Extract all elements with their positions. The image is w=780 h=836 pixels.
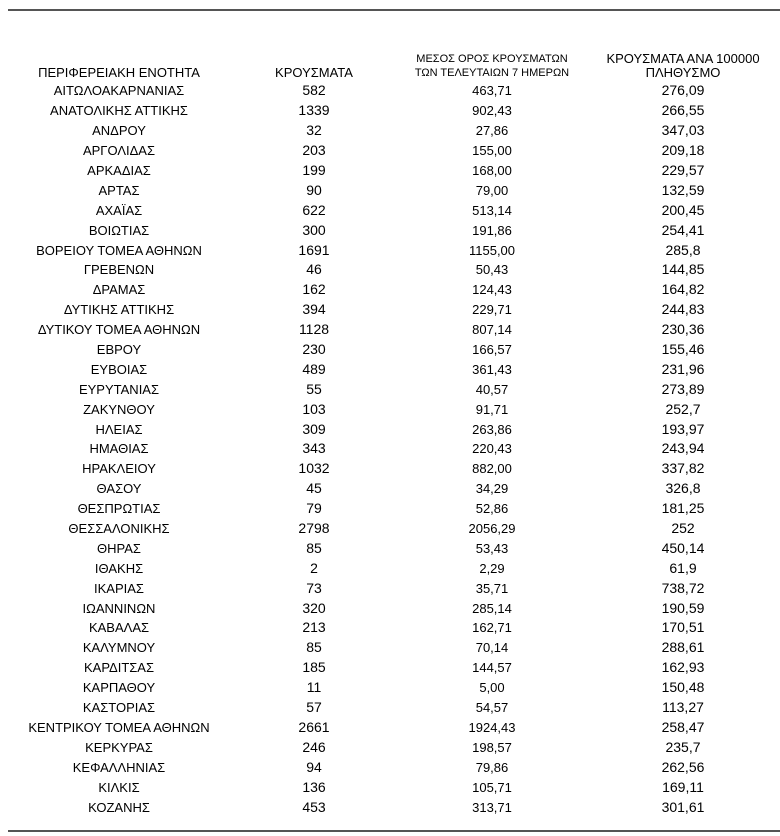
cases-cell: 73	[306, 579, 322, 596]
per100k-cell: 155,46	[661, 341, 705, 358]
cases-cell: 85	[306, 539, 322, 556]
region-cell: ΙΘΑΚΗΣ	[94, 560, 144, 576]
region-cell: ΚΙΛΚΙΣ	[98, 779, 140, 795]
per100k-cell: 244,83	[661, 301, 705, 318]
avg-cell: 124,43	[472, 282, 512, 298]
table-row	[8, 419, 780, 439]
per100k-cell: 113,27	[662, 699, 704, 716]
avg-cell: 1924,43	[468, 719, 516, 735]
cases-cell: 1032	[298, 460, 330, 477]
avg-cell: 313,71	[472, 799, 512, 815]
per100k-cell: 230,36	[661, 321, 705, 338]
cases-cell: 2	[310, 559, 318, 576]
avg-cell: 2,29	[479, 560, 505, 576]
region-cell: ΔΥΤΙΚΟΥ ΤΟΜΕΑ ΑΘΗΝΩΝ	[37, 322, 201, 338]
cases-cell: 230	[302, 341, 326, 358]
cases-cell: 2798	[298, 520, 330, 537]
avg-cell: 35,71	[475, 580, 509, 596]
avg-cell: 155,00	[472, 143, 512, 159]
per100k-cell: 301,61	[661, 798, 705, 815]
table-row	[8, 240, 780, 260]
per100k-cell: 169,11	[662, 778, 704, 795]
header-cases: ΚΡΟΥΣΜΑΤΑ	[275, 65, 353, 80]
per100k-cell: 200,45	[661, 201, 705, 218]
table-row	[8, 161, 780, 181]
cases-cell: 57	[306, 699, 322, 716]
per100k-cell: 164,82	[661, 281, 705, 298]
header-avg	[398, 40, 586, 81]
region-cell: ΗΡΑΚΛΕΙΟΥ	[82, 461, 156, 477]
table-row	[8, 141, 780, 161]
cases-cell: 309	[302, 420, 326, 437]
per100k-cell: 285,8	[665, 241, 701, 258]
avg-cell: 1155,00	[468, 242, 516, 258]
table-row	[8, 658, 780, 678]
cases-cell: 394	[302, 301, 326, 318]
table-row	[8, 81, 780, 101]
table-row	[8, 678, 780, 698]
per100k-cell: 61,9	[669, 559, 697, 576]
cases-cell: 185	[302, 659, 326, 676]
table-body	[8, 81, 780, 817]
table-row	[8, 359, 780, 379]
avg-cell: 79,86	[475, 759, 509, 775]
per100k-cell: 235,7	[665, 738, 701, 755]
table-row	[8, 777, 780, 797]
region-cell: ΚΕΡΚΥΡΑΣ	[85, 739, 153, 755]
cases-cell: 79	[306, 500, 322, 517]
per100k-cell: 193,97	[661, 420, 705, 437]
table-row	[8, 101, 780, 121]
per100k-cell: 258,47	[661, 718, 705, 735]
per100k-cell: 252	[671, 520, 695, 537]
per100k-cell: 150,48	[661, 679, 705, 696]
table-row	[8, 558, 780, 578]
header-avg-line1: ΜΕΣΟΣ ΟΡΟΣ ΚΡΟΥΣΜΑΤΩΝ	[416, 53, 568, 65]
avg-cell: 166,57	[472, 342, 512, 358]
cases-cell: 85	[306, 639, 322, 656]
cases-table	[8, 40, 780, 817]
cases-cell: 1128	[298, 321, 330, 338]
region-cell: ΙΚΑΡΙΑΣ	[94, 580, 144, 596]
per100k-cell: 288,61	[661, 639, 705, 656]
cases-cell: 199	[302, 162, 326, 178]
cases-cell: 582	[302, 82, 326, 99]
table-row	[8, 479, 780, 499]
per100k-cell: 738,72	[661, 579, 705, 596]
region-cell: ΑΝΑΤΟΛΙΚΗΣ ΑΤΤΙΚΗΣ	[50, 103, 188, 119]
region-cell: ΘΕΣΠΡΩΤΙΑΣ	[77, 501, 161, 517]
cases-cell: 2661	[298, 718, 330, 735]
cases-cell: 203	[302, 142, 326, 159]
table-row	[8, 260, 780, 280]
avg-cell: 807,14	[472, 322, 512, 338]
table-row	[8, 220, 780, 240]
per100k-cell: 181,25	[661, 500, 705, 517]
per100k-cell: 144,85	[661, 261, 705, 278]
table-row	[8, 439, 780, 459]
table-row	[8, 598, 780, 618]
table-row	[8, 698, 780, 718]
region-cell: ΑΝΔΡΟΥ	[92, 123, 146, 139]
table-row	[8, 578, 780, 598]
avg-cell: 513,14	[472, 202, 512, 218]
avg-cell: 285,14	[472, 600, 512, 616]
per100k-cell: 209,18	[661, 142, 705, 159]
table-row	[8, 320, 780, 340]
avg-cell: 191,86	[472, 222, 512, 238]
avg-cell: 70,14	[475, 640, 509, 656]
avg-cell: 168,00	[472, 163, 512, 178]
avg-cell: 34,29	[475, 481, 509, 497]
region-cell: ΚΟΖΑΝΗΣ	[88, 799, 150, 815]
header-avg-line2: ΤΩΝ ΤΕΛΕΥΤΑΙΩΝ 7 ΗΜΕΡΩΝ	[414, 67, 570, 79]
table-row	[8, 499, 780, 519]
avg-cell: 105,71	[472, 779, 512, 795]
table-row	[8, 459, 780, 479]
region-cell: ΘΑΣΟΥ	[96, 481, 142, 497]
region-cell: ΖΑΚΥΝΘΟΥ	[83, 401, 155, 417]
region-cell: ΒΟΙΩΤΙΑΣ	[88, 222, 150, 238]
avg-cell: 229,71	[472, 302, 512, 318]
table-header	[8, 40, 780, 81]
header-per100k	[586, 40, 780, 81]
cases-cell: 136	[302, 778, 326, 795]
avg-cell: 144,57	[472, 660, 512, 676]
table-row	[8, 379, 780, 399]
per100k-cell: 273,89	[661, 380, 705, 397]
region-cell: ΕΒΡΟΥ	[96, 342, 142, 358]
avg-cell: 263,86	[472, 421, 512, 437]
top-rule	[8, 9, 780, 11]
per100k-cell: 276,09	[661, 82, 705, 99]
avg-cell: 882,00	[472, 461, 512, 477]
cases-cell: 103	[302, 400, 326, 417]
region-cell: ΑΙΤΩΛΟΑΚΑΡΝΑΝΙΑΣ	[53, 83, 185, 99]
region-cell: ΔΥΤΙΚΗΣ ΑΤΤΙΚΗΣ	[63, 302, 175, 318]
cases-cell: 90	[306, 181, 322, 198]
table-row	[8, 519, 780, 539]
avg-cell: 2056,29	[468, 521, 516, 537]
avg-cell: 40,57	[475, 381, 509, 397]
cases-cell: 622	[302, 201, 326, 218]
per100k-cell: 337,82	[661, 460, 705, 477]
header-per100k-line2: ΠΛΗΘΥΣΜΟ	[645, 65, 721, 80]
region-cell: ΔΡΑΜΑΣ	[92, 282, 146, 298]
region-cell: ΕΥΡΥΤΑΝΙΑΣ	[78, 381, 160, 397]
cases-cell: 300	[302, 221, 326, 238]
cases-cell: 213	[302, 619, 326, 636]
table-row	[8, 340, 780, 360]
table-row	[8, 718, 780, 738]
table-row	[8, 638, 780, 658]
per100k-cell: 190,59	[661, 599, 705, 616]
per100k-cell: 231,96	[661, 360, 705, 377]
region-cell: ΑΡΤΑΣ	[98, 182, 140, 198]
cases-cell: 1691	[298, 241, 330, 258]
region-cell: ΚΑΡΔΙΤΣΑΣ	[83, 660, 155, 676]
per100k-cell: 132,59	[661, 181, 705, 198]
cases-cell: 162	[302, 281, 326, 298]
avg-cell: 50,43	[475, 262, 509, 278]
avg-cell: 53,43	[475, 540, 509, 556]
cases-cell: 45	[306, 480, 322, 497]
per100k-cell: 450,14	[661, 539, 705, 556]
cases-cell: 1339	[298, 102, 330, 119]
cases-cell: 55	[306, 380, 322, 397]
avg-cell: 91,71	[475, 401, 509, 417]
region-cell: ΘΕΣΣΑΛΟΝΙΚΗΣ	[68, 521, 170, 537]
table-row	[8, 618, 780, 638]
cases-cell: 46	[306, 261, 322, 278]
avg-cell: 361,43	[472, 361, 512, 377]
region-cell: ΕΥΒΟΙΑΣ	[90, 361, 148, 377]
per100k-cell: 254,41	[661, 221, 705, 238]
region-cell: ΚΕΝΤΡΙΚΟΥ ΤΟΜΕΑ ΑΘΗΝΩΝ	[28, 719, 210, 735]
cases-cell: 343	[302, 440, 326, 457]
per100k-cell: 252,7	[665, 400, 701, 417]
region-cell: ΚΑΛΥΜΝΟΥ	[82, 640, 156, 656]
region-cell: ΚΑΡΠΑΘΟΥ	[82, 680, 156, 696]
per100k-cell: 170,51	[661, 619, 705, 636]
per100k-cell: 162,93	[661, 659, 705, 676]
per100k-cell: 266,55	[661, 102, 705, 119]
table-row	[8, 538, 780, 558]
per100k-cell: 347,03	[661, 122, 705, 139]
avg-cell: 27,86	[475, 123, 509, 139]
cases-cell: 453	[302, 798, 326, 815]
table-row	[8, 180, 780, 200]
avg-cell: 463,71	[472, 83, 512, 99]
region-cell: ΑΡΚΑΔΙΑΣ	[87, 163, 151, 178]
avg-cell: 902,43	[472, 103, 512, 119]
avg-cell: 54,57	[475, 700, 509, 716]
avg-cell: 220,43	[472, 441, 512, 457]
avg-cell: 162,71	[472, 620, 512, 636]
region-cell: ΑΧΑΪΑΣ	[95, 202, 143, 218]
bottom-rule	[8, 830, 780, 832]
per100k-cell: 262,56	[661, 758, 705, 775]
avg-cell: 5,00	[479, 680, 505, 696]
cases-cell: 320	[302, 599, 326, 616]
avg-cell: 52,86	[475, 501, 509, 517]
header-region: ΠΕΡΙΦΕΡΕΙΑΚΗ ΕΝΟΤΗΤΑ	[38, 65, 200, 80]
cases-cell: 489	[302, 360, 326, 377]
region-cell: ΓΡΕΒΕΝΩΝ	[83, 262, 155, 278]
region-cell: ΚΕΦΑΛΛΗΝΙΑΣ	[72, 759, 166, 775]
table-row	[8, 399, 780, 419]
per100k-cell: 243,94	[661, 440, 705, 457]
avg-cell: 198,57	[472, 739, 512, 755]
region-cell: ΚΑΣΤΟΡΙΑΣ	[82, 700, 156, 716]
table-row	[8, 200, 780, 220]
header-per100k-line1: ΚΡΟΥΣΜΑΤΑ ΑΝΑ 100000	[606, 51, 760, 66]
table-row	[8, 300, 780, 320]
cases-cell: 246	[302, 738, 326, 755]
table-row	[8, 797, 780, 817]
cases-cell: 32	[306, 122, 322, 139]
region-cell: ΒΟΡΕΙΟΥ ΤΟΜΕΑ ΑΘΗΝΩΝ	[36, 242, 202, 258]
cases-cell: 11	[306, 679, 322, 696]
region-cell: ΚΑΒΑΛΑΣ	[88, 620, 150, 636]
table-row	[8, 280, 780, 300]
avg-cell: 79,00	[475, 182, 509, 198]
region-cell: ΙΩΑΝΝΙΝΩΝ	[82, 600, 156, 616]
table-row	[8, 737, 780, 757]
per100k-cell: 229,57	[661, 162, 705, 178]
table-row	[8, 757, 780, 777]
region-cell: ΘΗΡΑΣ	[97, 540, 141, 556]
region-cell: ΑΡΓΟΛΙΔΑΣ	[82, 143, 156, 159]
cases-cell: 94	[306, 758, 322, 775]
table-row	[8, 121, 780, 141]
region-cell: ΗΛΕΙΑΣ	[95, 421, 143, 437]
per100k-cell: 326,8	[665, 480, 701, 497]
region-cell: ΗΜΑΘΙΑΣ	[89, 441, 149, 457]
